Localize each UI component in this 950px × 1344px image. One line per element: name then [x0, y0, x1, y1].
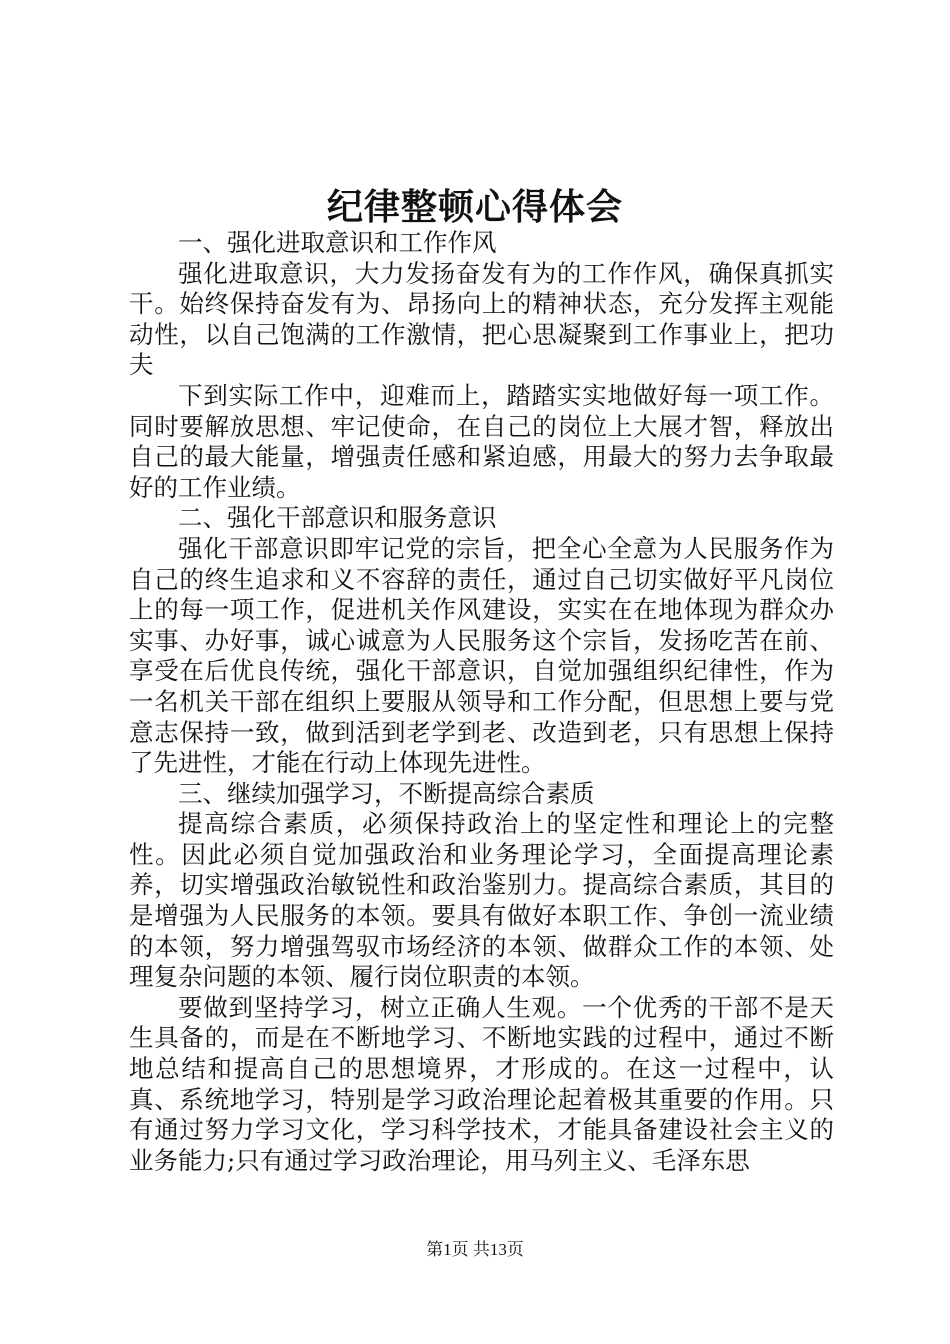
page-number-footer: 第1页 共13页 [426, 1240, 524, 1259]
section-heading-2: 二、强化干部意识和服务意识 [178, 503, 497, 533]
section-heading-3: 三、继续加强学习，不断提高综合素质 [178, 778, 595, 808]
section-heading-1: 一、强化进取意识和工作作风 [178, 228, 497, 257]
body-paragraph-1: 强化进取意识，大力发扬奋发有为的工作作风，确保真抓实干。始终保持奋发有为、昂扬向上的精神状态，充分发挥主观能动性，以自己饱满的工作激情，把心思凝聚到工作事业上，把功夫 [129, 258, 834, 380]
body-paragraph-2: 下到实际工作中，迎难而上，踏踏实实地做好每一项工作。同时要解放思想、牢记使命，在自己的岗位上大展才智，释放出自己的最大能量，增强责任感和紧迫感，用最大的努力去争取最好的工作业绩。 [129, 380, 834, 502]
body-paragraph-5: 要做到坚持学习，树立正确人生观。一个优秀的干部不是天生具备的，而是在不断地学习、不断地实践的过程中，通过不断地总结和提高自己的思想境界，才形成的。在这一过程中，认真、系统地学习，特别是学习政治理论起着极其重要的作用。只有通过努力学习文化，学习科学技术，才能具备建设社会主义的业务能力;只有通过学习政治理论，用马列主义、毛泽东思 [129, 992, 834, 1175]
document-title: 纪律整顿心得体会 [326, 186, 623, 228]
document-body [129, 228, 834, 1176]
body-paragraph-4: 提高综合素质，必须保持政治上的坚定性和理论上的完整性。因此必须自觉加强政治和业务理论学习，全面提高理论素养，切实增强政治敏锐性和政治鉴别力。提高综合素质，其目的是增强为人民服务的本领。要具有做好本职工作、争创一流业绩的本领，努力增强驾驭市场经济的本领、做群众工作的本领、处理复杂问题的本领、履行岗位职责的本领。 [129, 809, 834, 992]
body-paragraph-3: 强化干部意识即牢记党的宗旨，把全心全意为人民服务作为自己的终生追求和义不容辞的责任，通过自己切实做好平凡岗位上的每一项工作，促进机关作风建设，实实在在地体现为群众办实事、办好事，诚心诚意为人民服务这个宗旨，发扬吃苦在前、享受在后优良传统，强化干部意识，自觉加强组织纪律性，作为一名机关干部在组织上要服从领导和工作分配，但思想上要与党意志保持一致，做到活到老学到老、改造到老，只有思想上保持了先进性，才能在行动上体现先进性。 [129, 533, 834, 778]
